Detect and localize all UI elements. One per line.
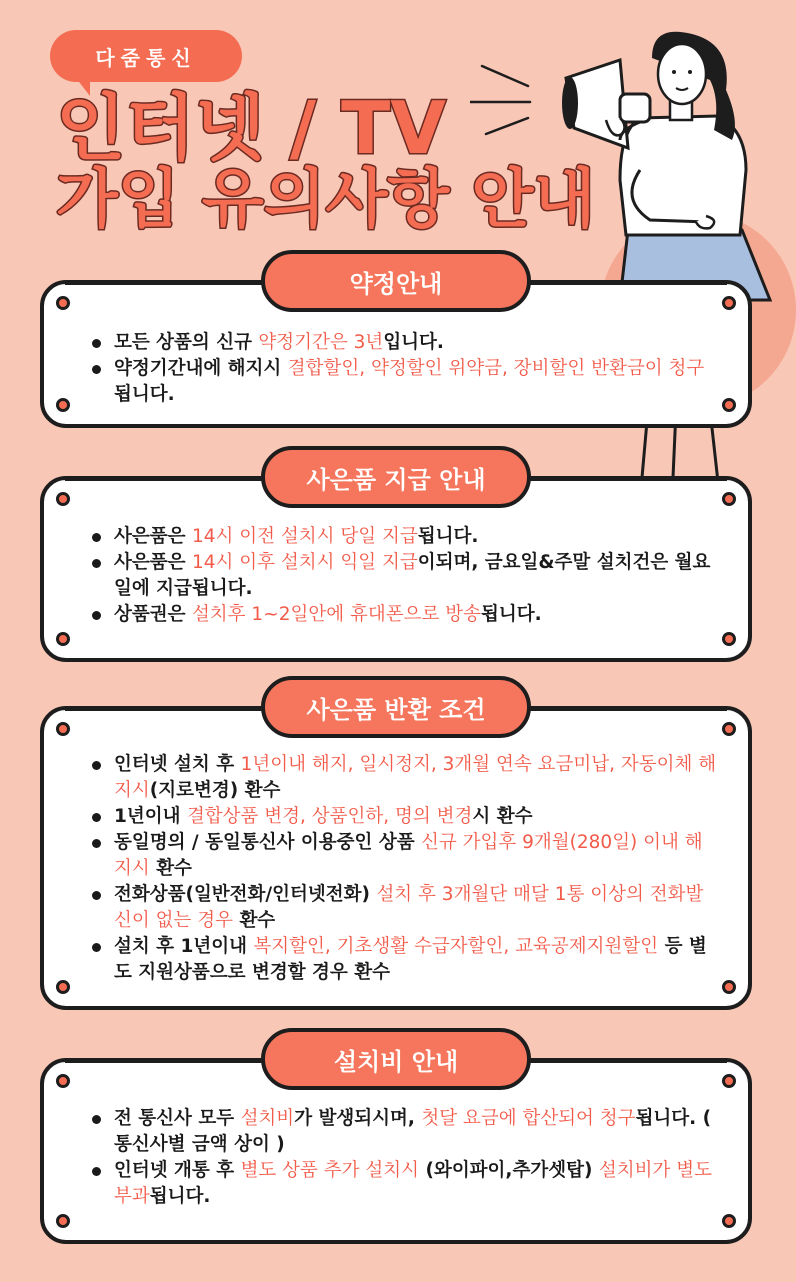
headline-line-2: 가입 유의사항 안내 xyxy=(56,163,596,237)
section-card-gift xyxy=(40,465,752,662)
shout-lines-icon xyxy=(470,66,530,134)
list-item xyxy=(92,330,718,356)
item-text: 가 발생되시며, xyxy=(294,1108,422,1129)
corner-dot xyxy=(722,1214,736,1228)
highlight-text: 설치비 xyxy=(240,1108,295,1129)
highlight-text: 복지할인, 기초생활 수급자할인, 교육공제지원할인 xyxy=(253,936,659,957)
section-title: 약정안내 xyxy=(261,250,531,312)
list-item xyxy=(92,882,718,934)
item-text: 이되며, 금요일&주말 설치건은 월요일에 지급됩니다. xyxy=(114,552,711,599)
highlight-text: 14시 이후 설치시 익일 지급 xyxy=(191,552,418,573)
section-list xyxy=(92,752,718,986)
list-item xyxy=(92,602,718,628)
corner-dot xyxy=(722,492,736,506)
list-item xyxy=(92,752,718,804)
corner-dot xyxy=(722,296,736,310)
corner-dot xyxy=(56,722,70,736)
section-card-gift-return xyxy=(40,695,752,1010)
item-text: 환수 xyxy=(233,910,276,931)
face xyxy=(658,44,706,104)
list-item xyxy=(92,934,718,986)
item-text: 됩니다. xyxy=(114,384,175,405)
highlight-text: 설치후 1~2일안에 휴대폰으로 방송 xyxy=(191,604,481,625)
headline-line-1: 인터넷 / TV xyxy=(56,86,446,170)
item-text: 됩니다. xyxy=(149,1186,211,1207)
corner-dot xyxy=(722,1074,736,1088)
item-text: 사은품은 xyxy=(114,526,192,547)
highlight-text: 14시 이전 설치시 당일 지급 xyxy=(191,526,418,547)
list-item xyxy=(92,1158,718,1210)
list-item xyxy=(92,356,718,408)
brand-badge xyxy=(50,30,242,82)
corner-dot xyxy=(56,296,70,310)
corner-dot xyxy=(56,1214,70,1228)
corner-dot xyxy=(56,1074,70,1088)
corner-dot xyxy=(56,632,70,646)
item-text: 입니다. xyxy=(383,332,444,353)
highlight-text: 신규 가입후 9개월(280일) 이내 해지시 xyxy=(114,832,703,879)
corner-dot xyxy=(722,632,736,646)
item-text: 인터넷 개통 후 xyxy=(114,1160,241,1181)
highlight-text: 결합상품 변경, 상품인하, 명의 변경 xyxy=(186,806,473,827)
brand-name: 다줌통신 xyxy=(95,45,197,70)
corner-dot xyxy=(56,980,70,994)
item-text: 동일명의 / 동일통신사 이용중인 상품 xyxy=(114,832,422,853)
item-text: 전 통신사 모두 xyxy=(114,1108,241,1129)
item-text: 상품권은 xyxy=(114,604,192,625)
list-item xyxy=(92,804,718,830)
section-title: 사은품 반환 조건 xyxy=(261,676,531,738)
section-list xyxy=(92,1106,718,1210)
section-card-install-fee xyxy=(40,1047,752,1244)
section-list xyxy=(92,330,718,408)
item-text: 됩니다. xyxy=(417,526,479,547)
item-text: 전화상품(일반전화/인터넷전화) xyxy=(114,884,377,905)
item-text: 설치 후 1년이내 xyxy=(114,936,254,957)
item-text: 인터넷 설치 후 xyxy=(114,754,241,775)
item-text: 사은품은 xyxy=(114,552,192,573)
item-text: (와이파이,추가셋탑) xyxy=(419,1160,599,1181)
highlight-text: 1년이내 해지, 일시정지, 3개월 연속 요금미납, 자동이체 해지시 xyxy=(114,754,717,801)
item-text: 환수 xyxy=(149,858,192,879)
corner-dot xyxy=(722,722,736,736)
highlight-text: 첫달 요금에 합산되어 청구 xyxy=(421,1108,636,1129)
list-item xyxy=(92,524,718,550)
highlight-text: 별도 상품 추가 설치시 xyxy=(240,1160,420,1181)
item-text: 됩니다. xyxy=(480,604,542,625)
list-item xyxy=(92,1106,718,1158)
highlight-text: 약정기간은 3년 xyxy=(258,332,384,353)
section-card-contract xyxy=(40,269,752,428)
highlight-text: 결합할인, 약정할인 위약금, 장비할인 반환금이 청구 xyxy=(287,358,705,379)
item-text: 1년이내 xyxy=(114,806,187,827)
section-title: 설치비 안내 xyxy=(261,1028,531,1090)
item-text: 약정기간내에 해지시 xyxy=(114,358,288,379)
section-list xyxy=(92,524,718,628)
section-title: 사은품 지급 안내 xyxy=(261,446,531,508)
item-text: (지로변경) 환수 xyxy=(149,780,281,801)
corner-dot xyxy=(722,398,736,412)
corner-dot xyxy=(56,398,70,412)
list-item xyxy=(92,550,718,602)
item-text: 시 환수 xyxy=(472,806,533,827)
highlight-text: 설치 후 3개월단 매달 1통 이상의 전화발신이 없는 경우 xyxy=(114,884,704,931)
corner-dot xyxy=(56,492,70,506)
list-item xyxy=(92,830,718,882)
corner-dot xyxy=(722,980,736,994)
item-text: 됩니다. ( 통신사별 금액 상이 ) xyxy=(114,1108,712,1155)
highlight-text: 설치비가 별도 부과 xyxy=(114,1160,712,1207)
item-text: 등 별도 지원상품으로 변경할 경우 환수 xyxy=(114,936,707,983)
item-text: 모든 상품의 신규 xyxy=(114,332,259,353)
